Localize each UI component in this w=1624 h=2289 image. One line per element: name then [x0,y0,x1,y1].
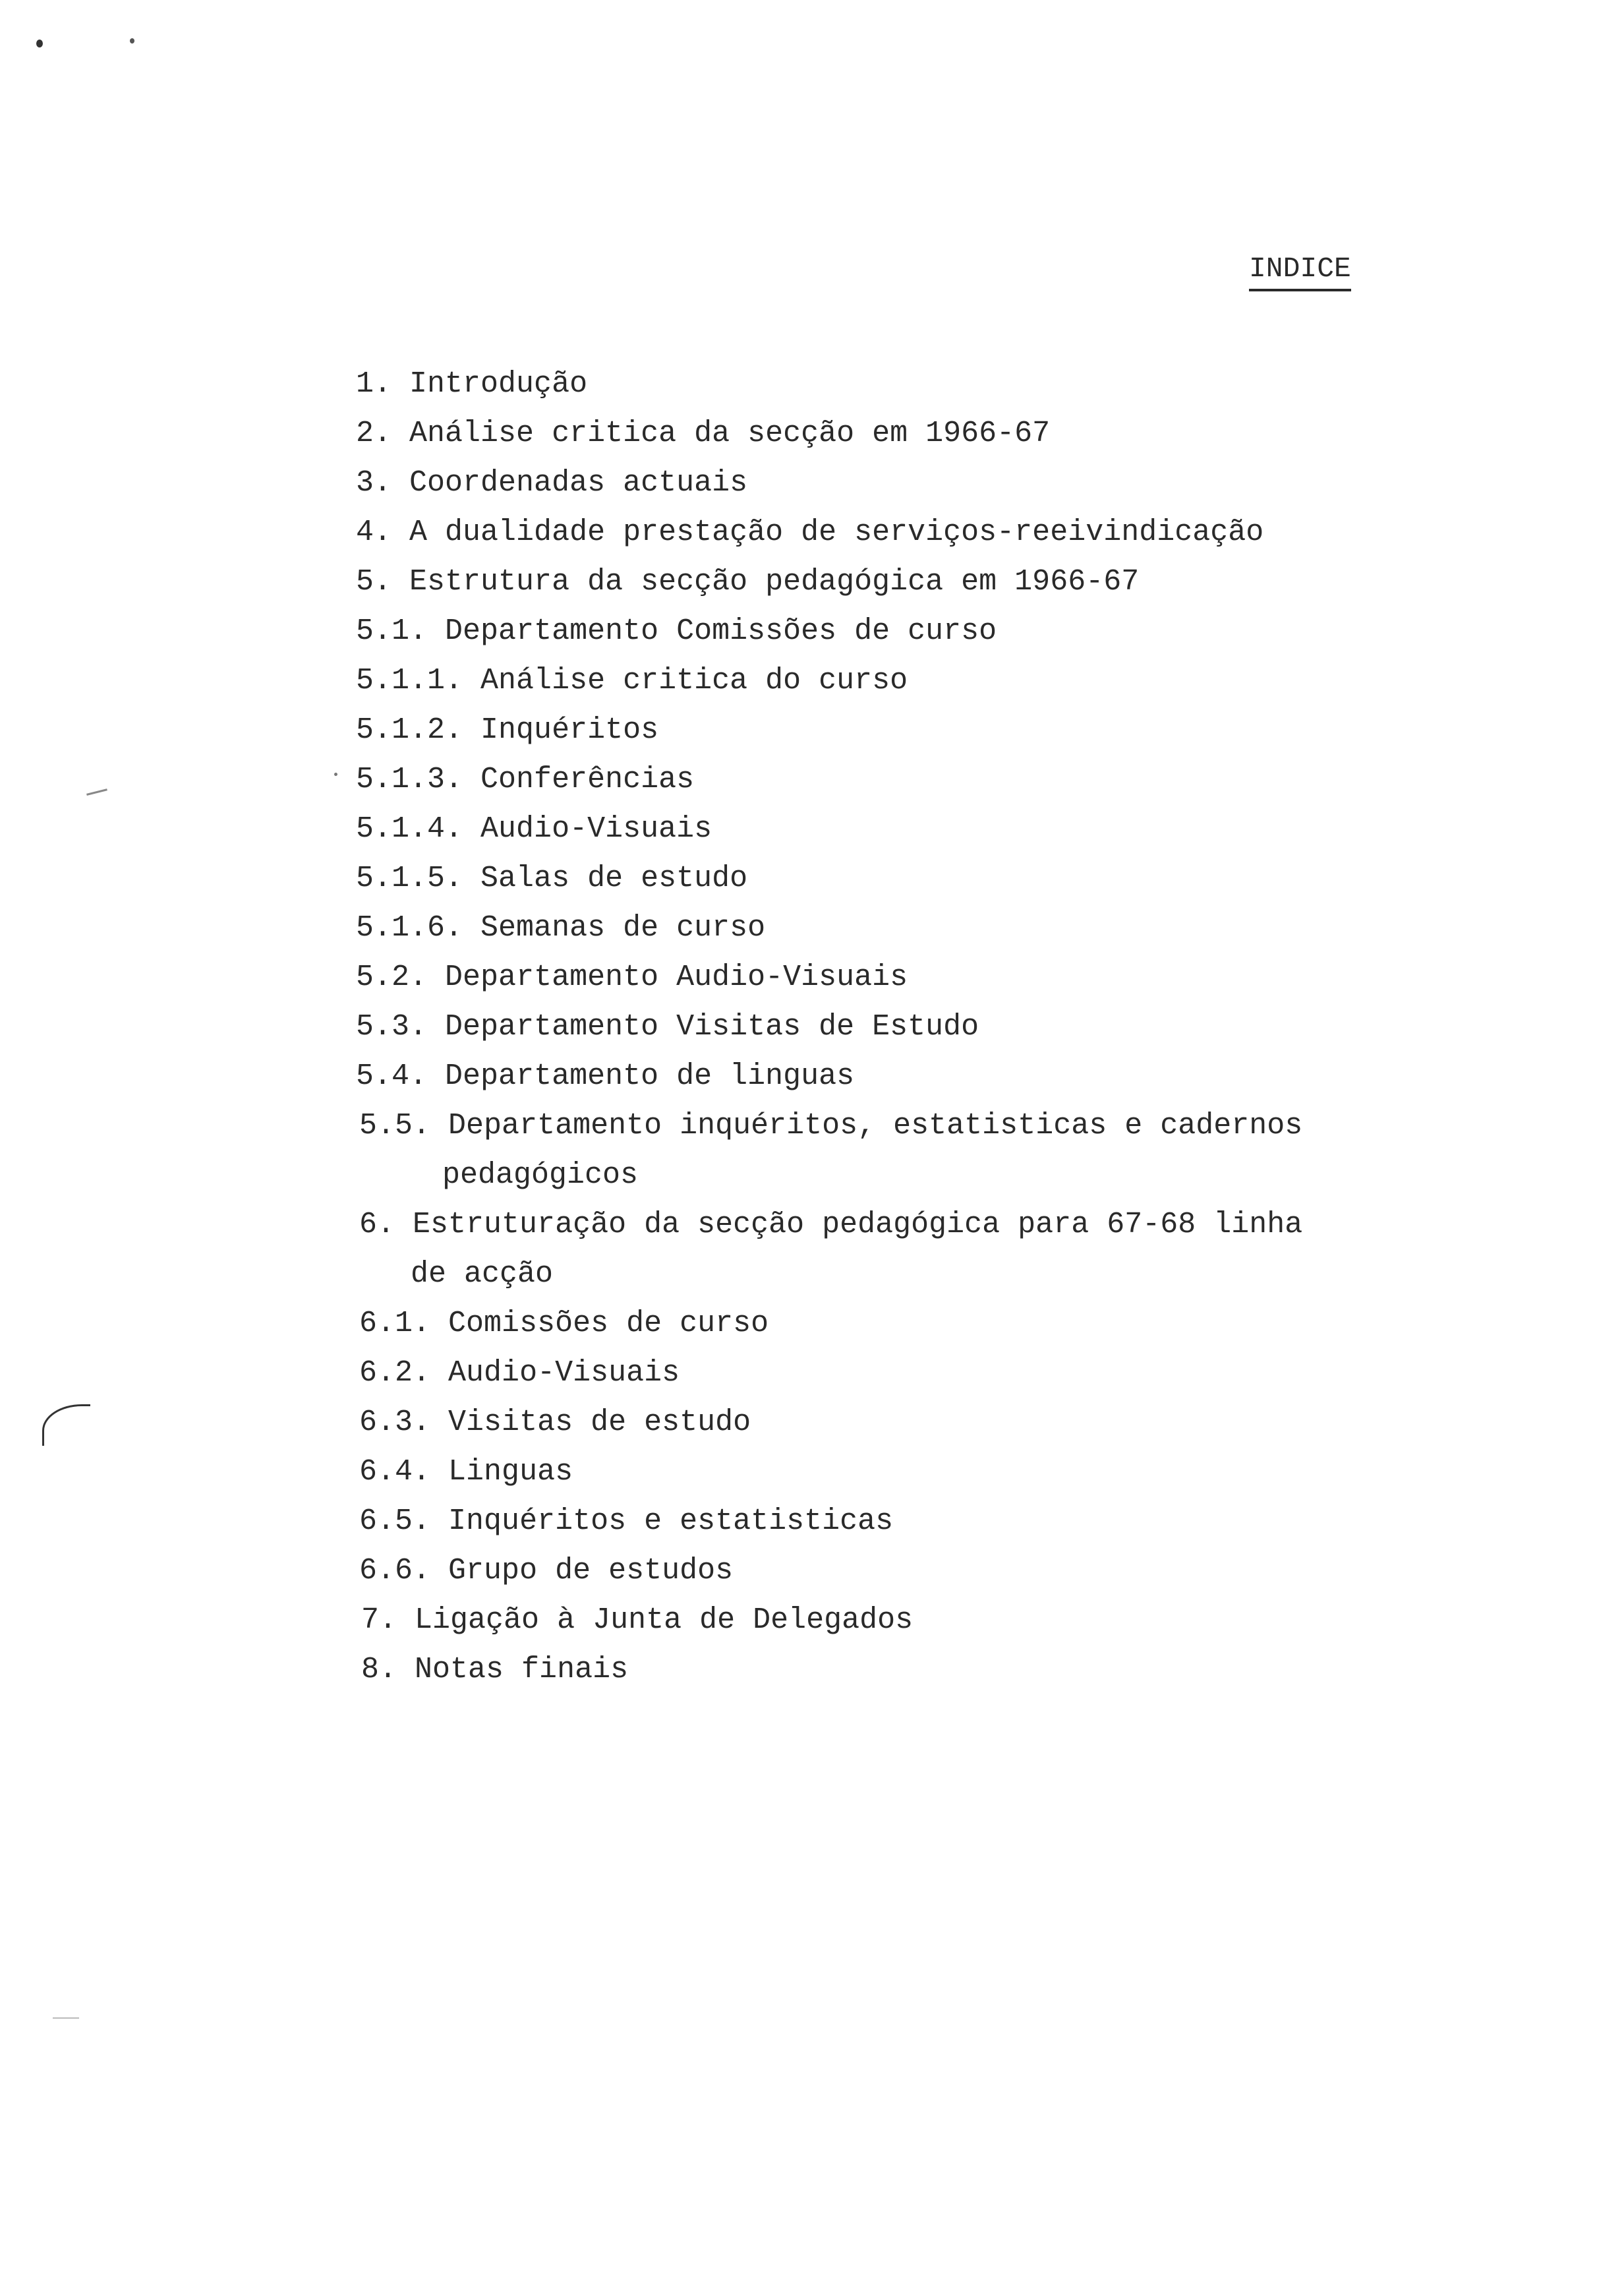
toc-number: 8. [361,1653,397,1686]
toc-entry [359,1551,733,1591]
toc-number: 5.1.3. [356,763,463,796]
toc-number: 3. [356,466,392,500]
toc-entry-continuation [442,1156,638,1195]
toc-text: Estruturação da secção pedagógica para 67-68 linha [413,1208,1303,1241]
toc-entry [361,1650,628,1690]
toc-text: Audio-Visuais [480,812,712,846]
toc-entry [356,513,1263,552]
toc-text: Departamento inquéritos, estatisticas e cadernos [448,1109,1303,1143]
toc-text: Linguas [448,1455,573,1489]
toc-text: Departamento de linguas [445,1059,855,1093]
pencil-mark [86,788,107,796]
toc-number: 5.1.5. [356,862,463,895]
toc-text: Inquéritos [480,713,659,747]
toc-entry [359,1353,680,1393]
toc-number: 6.3. [359,1406,431,1439]
toc-number: 1. [356,367,392,401]
toc-text: Conferências [480,763,695,796]
toc-text: Grupo de estudos [448,1554,734,1588]
toc-entry [356,661,908,701]
toc-text: Ligação à Junta de Delegados [415,1603,914,1637]
toc-number: 4. [356,516,392,549]
toc-entry [356,463,747,503]
toc-text: Inquéritos e estatisticas [448,1504,894,1538]
toc-entry-continuation [411,1255,553,1294]
toc-text: Introdução [409,367,588,401]
toc-text: Análise critica da secção em 1966-67 [409,417,1051,450]
toc-number: 5.1.2. [356,713,463,747]
toc-number: 6.5. [359,1504,431,1538]
pencil-mark [53,2017,79,2019]
toc-number: 5.3. [356,1010,428,1044]
toc-text: pedagógicos [442,1158,639,1192]
toc-entry [356,908,765,948]
toc-number: 5.2. [356,961,428,994]
toc-entry [359,1403,751,1442]
toc-entry [359,1502,893,1541]
toc-entry [356,1007,979,1047]
toc-text: Coordenadas actuais [409,466,748,500]
toc-text: Estrutura da secção pedagógica em 1966-67 [409,565,1140,599]
toc-number: 5.1.1. [356,664,463,698]
toc-entry [356,711,658,750]
toc-text: Comissões de curso [448,1307,769,1340]
toc-text: Departamento Audio-Visuais [445,961,908,994]
toc-entry [359,1106,1302,1146]
ink-dot [36,40,43,47]
toc-number: 6.1. [359,1307,431,1340]
toc-text: Departamento Comissões de curso [445,614,997,648]
toc-text: Semanas de curso [480,911,766,945]
toc-entry [356,859,747,899]
toc-entry [356,1057,854,1096]
toc-text: Análise critica do curso [480,664,908,698]
toc-number: 5.1.4. [356,812,463,846]
toc-number: 5. [356,565,392,599]
toc-entry [356,958,908,997]
toc-text: de acção [411,1257,554,1291]
toc-text: Salas de estudo [480,862,748,895]
toc-entry [361,1601,913,1640]
punch-hole-mark [42,1404,90,1446]
toc-number: 2. [356,417,392,450]
toc-text: Departamento Visitas de Estudo [445,1010,979,1044]
toc-number: 7. [361,1603,397,1637]
toc-entry [359,1205,1302,1245]
toc-entry [356,414,1050,454]
toc-number: 6.4. [359,1455,431,1489]
toc-number: 5.4. [356,1059,428,1093]
toc-entry [356,365,587,404]
toc-text: Visitas de estudo [448,1406,751,1439]
toc-entry [356,810,712,849]
ink-dot [334,773,337,776]
toc-number: 6.2. [359,1356,431,1390]
page-title: INDICE [1249,249,1351,291]
toc-entry [356,612,997,651]
toc-number: 5.1. [356,614,428,648]
toc-text: A dualidade prestação de serviços-reeivindicação [409,516,1264,549]
toc-text: Notas finais [415,1653,629,1686]
toc-text: Audio-Visuais [448,1356,680,1390]
toc-entry [359,1304,768,1344]
toc-entry [356,562,1139,602]
ink-dot [130,38,134,44]
toc-entry [356,760,694,800]
toc-number: 5.1.6. [356,911,463,945]
toc-number: 5.5. [359,1109,431,1143]
toc-entry [359,1452,573,1492]
toc-number: 6. [359,1208,395,1241]
toc-number: 6.6. [359,1554,431,1588]
